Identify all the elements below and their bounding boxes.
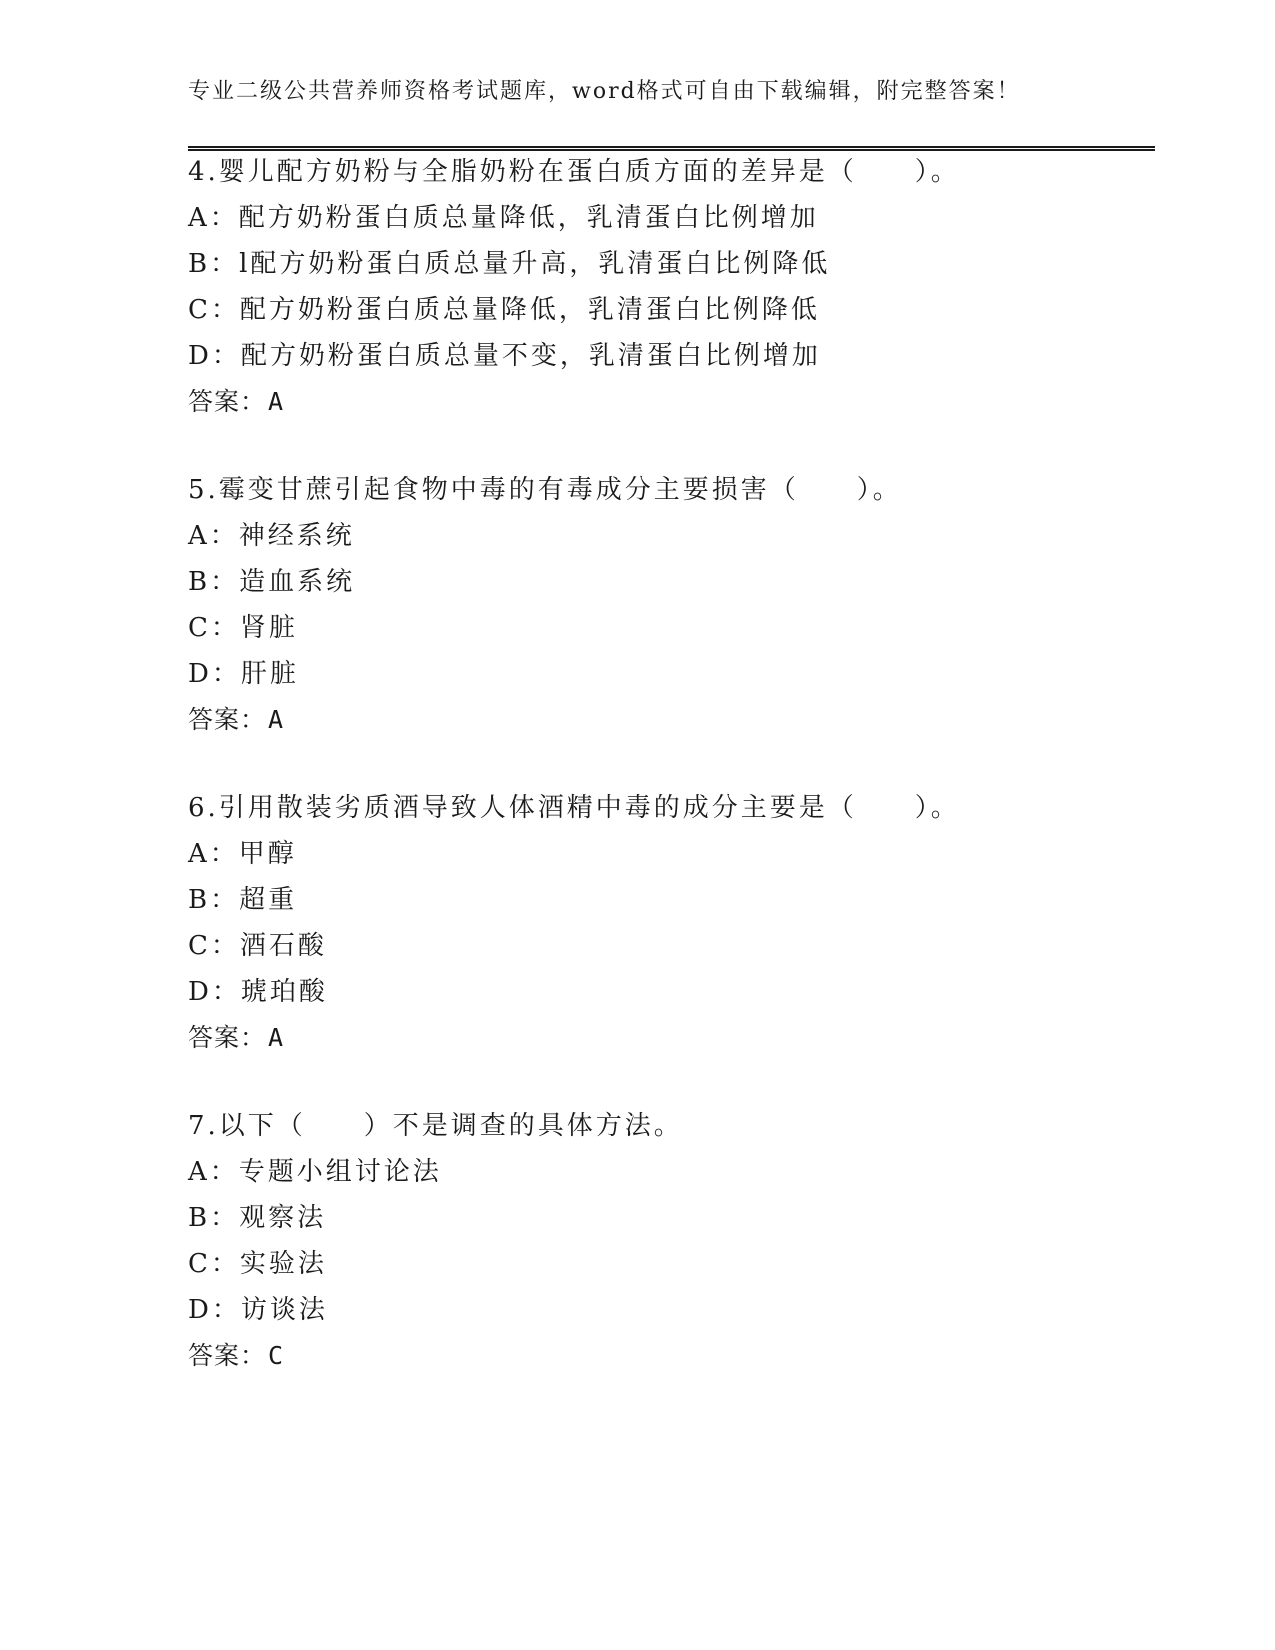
option-d: D：肝脏 (188, 659, 299, 689)
page-header: 专业二级公共营养师资格考试题库，word格式可自由下载编辑，附完整答案！ (188, 79, 1021, 104)
question-stem: 7.以下（ ）不是调查的具体方法。 (188, 1111, 683, 1141)
option-d: D：访谈法 (188, 1295, 328, 1325)
option-a: A：甲醇 (188, 839, 297, 869)
option-b: B：l配方奶粉蛋白质总量升高，乳清蛋白比例降低 (188, 249, 831, 279)
option-c: C：配方奶粉蛋白质总量降低，乳清蛋白比例降低 (188, 295, 820, 325)
answer-label: 答案： (188, 387, 267, 416)
answer-value: A (268, 705, 285, 734)
option-a: A：神经系统 (188, 521, 355, 551)
option-c: C：酒石酸 (188, 931, 327, 961)
answer-label: 答案： (188, 705, 267, 734)
answer-value: C (268, 1341, 285, 1370)
question-stem: 5.霉变甘蔗引起食物中毒的有毒成分主要损害（ ）。 (188, 475, 902, 505)
option-d: D：琥珀酸 (188, 977, 328, 1007)
question-6 (188, 785, 960, 1061)
option-c: C：肾脏 (188, 613, 298, 643)
option-b: B：超重 (188, 885, 298, 915)
question-stem: 4.婴儿配方奶粉与全脂奶粉在蛋白质方面的差异是（ ）。 (188, 157, 960, 187)
option-b: B：观察法 (188, 1203, 327, 1233)
question-stem: 6.引用散装劣质酒导致人体酒精中毒的成分主要是（ ）。 (188, 793, 960, 823)
question-5 (188, 467, 902, 743)
answer-line (188, 1333, 683, 1379)
answer-label: 答案： (188, 1023, 267, 1052)
question-4 (188, 149, 960, 425)
option-a: A：配方奶粉蛋白质总量降低，乳清蛋白比例增加 (188, 203, 819, 233)
option-b: B：造血系统 (188, 567, 356, 597)
answer-value: A (268, 387, 285, 416)
option-c: C：实验法 (188, 1249, 327, 1279)
answer-line (188, 379, 960, 425)
answer-line (188, 1015, 960, 1061)
option-d: D：配方奶粉蛋白质总量不变，乳清蛋白比例增加 (188, 341, 821, 371)
answer-value: A (268, 1023, 285, 1052)
option-a: A：专题小组讨论法 (188, 1157, 442, 1187)
answer-line (188, 697, 902, 743)
question-7 (188, 1103, 683, 1379)
answer-label: 答案： (188, 1341, 267, 1370)
